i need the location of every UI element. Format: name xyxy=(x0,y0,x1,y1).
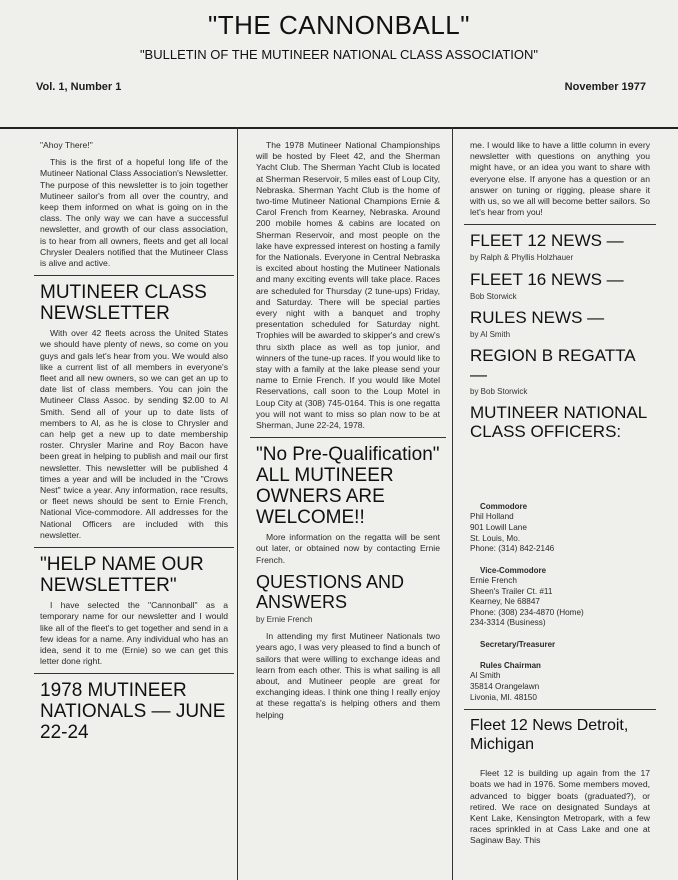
heading-fleet-12-news: FLEET 12 NEWS — xyxy=(470,231,624,251)
address-line: Phil Holland xyxy=(470,512,514,522)
heading-rules-news: RULES NEWS — xyxy=(470,307,605,327)
section-rule xyxy=(34,673,234,674)
section-rule xyxy=(34,275,234,276)
officer-address-commodore xyxy=(470,512,650,554)
qa-continued-paragraph: me. I would like to have a little column in every newsletter with questions on anything you might have, or an idea you want to share with everyone else. If anyone has a question or an answer on tuning or rigging, please share it with us, so we all will become better sailors. So let's hear from you! xyxy=(470,140,650,218)
address-line: Kearney, Ne 68847 xyxy=(470,597,540,607)
address-line: Livonia, MI. 48150 xyxy=(470,692,537,702)
address-line: St. Louis, Mo. xyxy=(470,533,521,543)
officer-address-vice-commodore xyxy=(470,576,650,629)
byline: by Al Smith xyxy=(470,329,511,339)
heading-help-name: "HELP NAME OUR NEWSLETTER" xyxy=(40,554,204,597)
greeting: "Ahoy There!" xyxy=(40,140,93,150)
heading-1978-nationals: 1978 MUTINEER NATIONALS — JUNE 22-24 xyxy=(40,680,226,744)
address-line: 234-3314 (Business) xyxy=(470,618,546,628)
newsletter-paragraph: With over 42 fleets across the United States we should have plenty of news, so come on you guys and gals let's hear from you. We would also like a current list of all members in everyone's fleet and all new owners, so we can get an up to date list of class members. You can join the Mutineer Class Assoc. by sending $2.00 to Al Smith. Send all of your up to date lists of members to Al, as he is close to Chrysler and can help get a new up to date membership roster. Chrysler Marine and Roy Bacon have been great in helping to publish and mail our first newsletter. This newsletter will be published 4 times a year and will be included in the "Crows Nest" twice a year. Any information, race results, or fleet news should be sent to Ernie French, National Vice-commodore. All addresses for the National Officers are included with this newsletter. xyxy=(40,328,228,540)
heading-officers: MUTINEER NATIONAL CLASS OFFICERS: xyxy=(470,403,647,442)
address-line: Al Smith xyxy=(470,671,501,681)
newsletter-subtitle: "BULLETIN OF THE MUTINEER NATIONAL CLASS ASSOCIATION" xyxy=(139,47,539,62)
address-line: Phone: (308) 234-4870 (Home) xyxy=(470,607,584,617)
section-rule xyxy=(34,547,234,548)
column-divider-2 xyxy=(452,127,453,880)
address-line: Phone: (314) 842-2146 xyxy=(470,544,555,554)
qa-paragraph: In attending my first Mutineer Nationals two years ago, I was very pleased to find a bunch of sailors that were willing to exchange ideas and learn from each other. This is what sailing is all about, and Mutineer people are great for exchanging ideas. I think one thing I really enjoy at these regatta's is helping others and them helping xyxy=(256,631,440,720)
issue-date: November 1977 xyxy=(564,81,646,93)
byline: by Bob Storwick xyxy=(470,387,528,397)
section-rule xyxy=(250,437,446,438)
detroit-paragraph: Fleet 12 is building up again from the 17 boats we had in 1976. Some members moved, advanced to bigger boats (graduated?), or retired. We race on designated Sundays at Kent Lake, Kensington Metropark, with a few races sprinkled in at Cass Lake and one at Saginaw Bay. This xyxy=(470,768,650,846)
newsletter-title: "THE CANNONBALL" xyxy=(208,10,470,40)
more-info-paragraph: More information on the regatta will be sent out later, or obtained now by contacting Ernie French. xyxy=(256,532,440,565)
section-rule xyxy=(464,709,656,710)
address-line: Sheen's Trailer Ct. #11 xyxy=(470,586,553,596)
heading-fleet-16-news: FLEET 16 NEWS — xyxy=(470,269,624,289)
column-divider-1 xyxy=(237,127,238,880)
section-rule xyxy=(464,224,656,225)
heading-mutineer-class-newsletter: MUTINEER CLASS NEWSLETTER xyxy=(40,282,207,325)
heading-fleet-12-detroit: Fleet 12 News Detroit, Michigan xyxy=(470,717,629,754)
officer-address-rules-chairman xyxy=(470,671,650,703)
address-line: 901 Lowill Lane xyxy=(470,523,527,533)
officer-role-vice-commodore: Vice-Commodore xyxy=(480,565,547,575)
byline: by Ralph & Phyllis Holzhauer xyxy=(470,253,574,263)
column-3 xyxy=(470,140,650,853)
volume-number: Vol. 1, Number 1 xyxy=(36,81,122,93)
column-1 xyxy=(40,140,228,747)
masthead-rule xyxy=(0,127,678,129)
officer-role-secretary: Secretary/Treasurer xyxy=(480,639,556,649)
heading-no-prequalification: "No Pre-Qualification" ALL MUTINEER OWNERS ARE WELCOME!! xyxy=(256,444,440,529)
officer-role-commodore: Commodore xyxy=(480,502,528,512)
nationals-paragraph: The 1978 Mutineer National Championships will be hosted by Fleet 42, and the Sherman Yacht Club. The Sherman Yacht Club is located at Sherman Reservoir, 5 miles east of Loup City, Nebraska. Sherman Yacht Club is the home of two-time Mutineer National Champions Ernie & Carol French from Kearney, Nebraska. Around 200 mobile homes & cabins are located on Sherman Reservoir, and most people on the lake have expressed interest on hosting a family for the Nationals. Everyone in Central Nebraska is excited about hosting the Mutineer Nationals and many exciting events will take place. Races are scheduled for Thursday (2 tune-ups) Friday, and Saturday. There will be special parties every night with a banquet and trophy presentation scheduled for Saturday night. Trophies will be awarded to skipper's and crew's thru sixth place as well as top junior, and winners of the tune-up races. If you would like to stay with a family at the lake please send your name to Ernie French. If you would like Motel Reservations, call soon to the Loup Motel in Loup City at (308) 745-0164. This is one regatta you will not want to miss so plan now to be at Sherman, June 22-24, 1978. xyxy=(256,140,440,431)
intro-paragraph: This is the first of a hopeful long life of the Mutineer National Class Association's Newsletter. The purpose of this newsletter is to join together Mutineer sailor's from all over the country, and keep them informed on what is going on in the class. The only way we can have a successful newsletter, and growth of our class association, is to hear from all owners, fleets and get all local Chrysler Dealers notified that the Mutineer Class is alive and active. xyxy=(40,157,228,269)
heading-region-b-regatta: REGION B REGATTA — xyxy=(470,346,635,385)
address-line: Ernie French xyxy=(470,576,517,586)
heading-questions-answers: QUESTIONS AND ANSWERS xyxy=(256,571,405,612)
column-2 xyxy=(256,140,440,727)
byline: by Ernie French xyxy=(256,614,313,624)
help-name-paragraph: I have selected the "Cannonball" as a temporary name for our newsletter and I would like all of the fleet's to get together and send in a few ideas for a name. Any individual who has an idea, send it to me (Ernie) so we can get this letter done right. xyxy=(40,600,228,667)
address-line: 35814 Orangelawn xyxy=(470,681,540,691)
byline: Bob Storwick xyxy=(470,291,517,301)
officer-role-rules-chairman: Rules Chairman xyxy=(480,661,541,671)
